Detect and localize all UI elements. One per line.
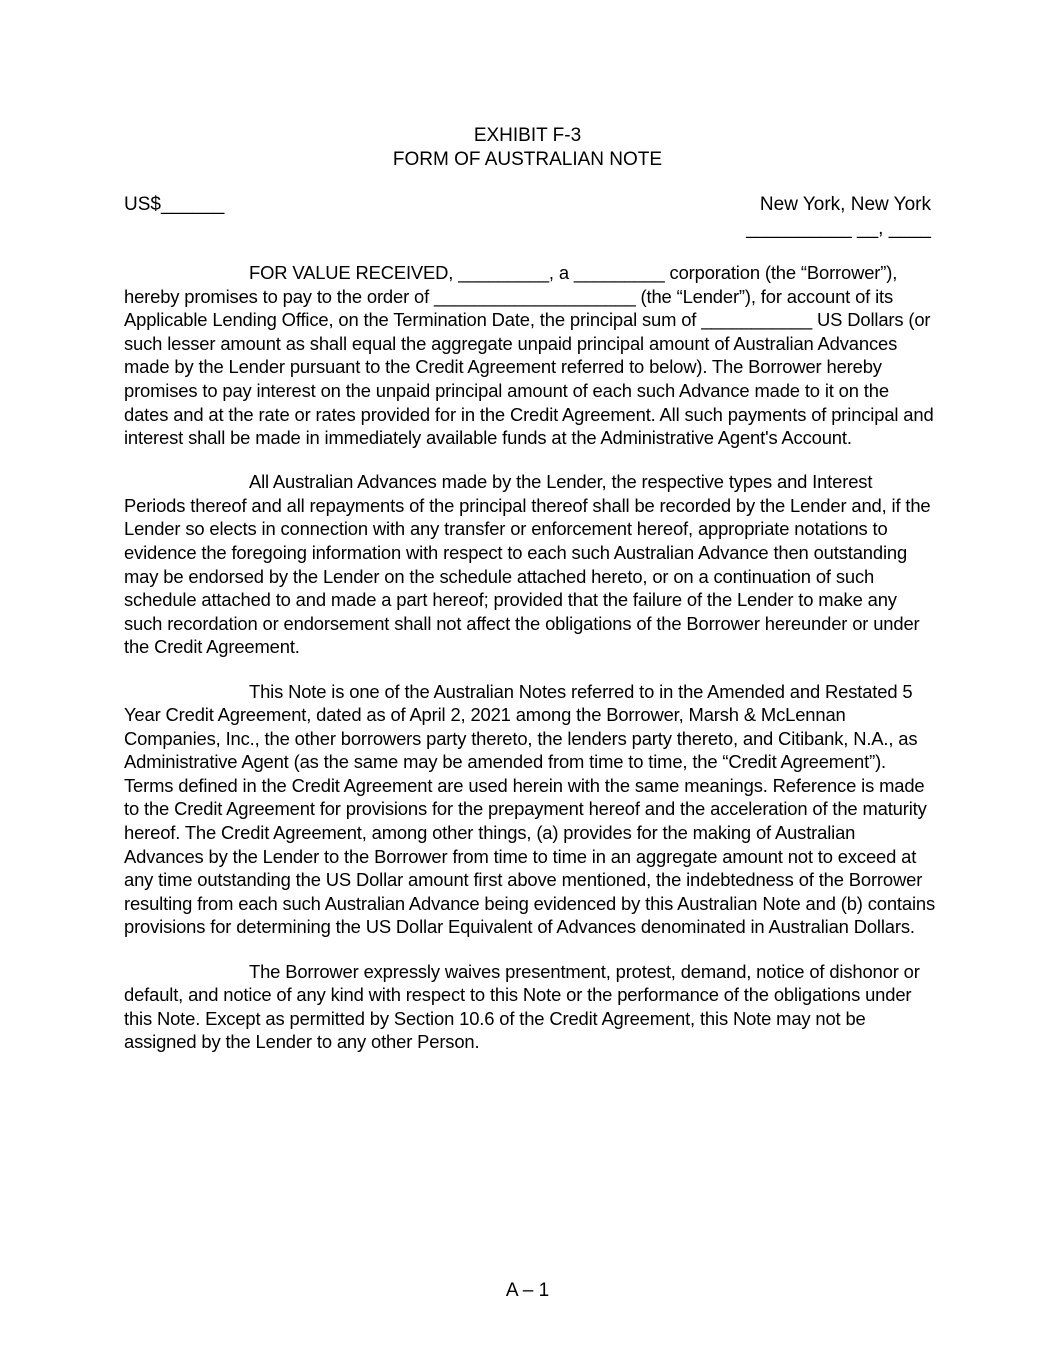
document-title	[0, 124, 1055, 172]
paragraph-credit-agreement: This Note is one of the Australian Notes referred to in the Amended and Restated 5 Year Credit Agreement, dated as of April 2, 2021 among the Borrower, Marsh & McLennan Companies, Inc., the other borrowers party thereto, the lenders party thereto, and Citibank, N.A., as Administrative Agent (as the same may be amended from time to time, the “Credit Agreement”). Terms defined in the Credit Agreement are used herein with the same meanings. Reference is made to the Credit Agreement for provisions for the prepayment hereof and the acceleration of the maturity hereof. The Credit Agreement, among other things, (a) provides for the making of Australian Advances by the Lender to the Borrower from time to time in an aggregate amount not to exceed at any time outstanding the US Dollar amount first above mentioned, the indebtedness of the Borrower resulting from each such Australian Advance being evidenced by this Australian Note and (b) contains provisions for determining the US Dollar Equivalent of Advances denominated in Australian Dollars.	[124, 680, 936, 938]
date-blank: __________ __, ____	[746, 218, 931, 239]
note-body	[124, 261, 936, 1074]
paragraph-recordation: All Australian Advances made by the Lender, the respective types and Interest Periods thereof and all repayments of the principal thereof shall be recorded by the Lender and, if the Lender so elects in connection with any transfer or enforcement hereof, appropriate notations to evidence the foregoing information with respect to each such Australian Advance then outstanding may be endorsed by the Lender on the schedule attached hereto, or on a continuation of such schedule attached to and made a part hereof; provided that the failure of the Lender to make any such recordation or endorsement shall not affect the obligations of the Borrower hereunder or under the Credit Agreement.	[124, 471, 931, 658]
place-of-issue: New York, New York	[759, 194, 931, 215]
exhibit-label: EXHIBIT F-3	[473, 125, 582, 146]
page-number: A – 1	[505, 1280, 550, 1301]
paragraph-waiver: The Borrower expressly waives presentment, protest, demand, notice of dishonor or default, and notice of any kind with respect to this Note or the performance of the obligations under this Note. Except as permitted by Section 10.6 of the Credit Agreement, this Note may not be assigned by the Lender to any other Person.	[124, 960, 920, 1053]
form-title: FORM OF AUSTRALIAN NOTE	[392, 149, 663, 170]
amount-blank: US$______	[124, 194, 225, 215]
paragraph-promise-to-pay: FOR VALUE RECEIVED, _________, a _________ corporation (the “Borrower”), hereby promises to pay to the order of ____________________ (the “Lender”), for account of its Applicable Lending Office, on the Termination Date, the principal sum of ___________ US Dollars (or such lesser amount as shall equal the aggregate unpaid principal amount of Australian Advances made by the Lender pursuant to the Credit Agreement referred to below). The Borrower hereby promises to pay interest on the unpaid principal amount of each such Advance made to it on the dates and at the rate or rates provided for in the Credit Agreement. All such payments of principal and interest shall be made in immediately available funds at the Administrative Agent's Account.	[124, 262, 934, 449]
